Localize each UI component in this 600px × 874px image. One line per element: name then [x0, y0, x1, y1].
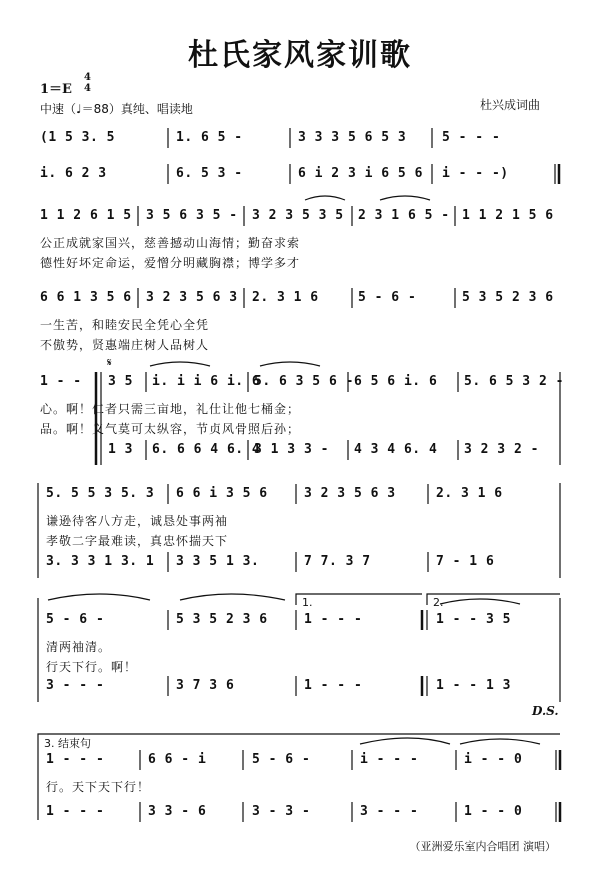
segno-sign: 𝄋	[107, 356, 112, 369]
line2-bar-4: 5 - 6 -	[358, 290, 417, 305]
intro-bar-3: 3 3 3 5 6 5 3	[298, 130, 407, 145]
line1-bar-3: 3 2 3 5 3 5	[252, 208, 344, 223]
volta-second-ending: 2.	[433, 596, 444, 609]
line3-bar-2: 3 5	[108, 374, 133, 389]
coda-label: 3. 结束句	[44, 737, 91, 750]
line4-lower-bar-1: 3. 3 3 1 3. 1	[46, 554, 155, 569]
line4-lower-bar-3: 7 7. 3 7	[304, 554, 371, 569]
line4-lower-bar-2: 3 3 5 1 3.	[176, 554, 260, 569]
line5-lower-bar-2: 3 7 3 6	[176, 678, 235, 693]
coda-lower-bar-1: 1 - - -	[46, 804, 105, 819]
line2-lyrics-verse1: 一生苦，和睦安民全凭心全凭	[40, 318, 210, 332]
line1-bar-4: 2 3 1 6 5 -	[358, 208, 450, 223]
line4-lyrics-verse1: 谦逊待客八方走，诚恳处事两袖	[46, 514, 229, 528]
line4-lower-bar-4: 7 - 1 6	[436, 554, 495, 569]
song-title: 杜氏家风家训歌	[188, 38, 412, 73]
line5-lyrics-verse1: 清两袖清。	[46, 640, 112, 654]
line1-lyrics-verse2: 德性好坏定命运，爱憎分明藏胸襟；博学多才	[40, 256, 301, 270]
performer-credit: （亚洲爱乐室内合唱团 演唱）	[409, 840, 556, 853]
composer-credit: 杜兴成词曲	[479, 98, 540, 112]
line2-lyrics-verse2: 不傲势，贤惠端庄树人品树人	[40, 338, 210, 352]
volta-first-ending: 1.	[302, 596, 313, 609]
intro-bar-2: 1. 6 5 -	[176, 130, 243, 145]
line4-bar-4: 2. 3 1 6	[436, 486, 503, 501]
coda-lower-bar-3: 3 - 3 -	[252, 804, 311, 819]
intro-bar-8: i - - -)	[442, 166, 509, 181]
line5-bar-4: 1 - - 3 5	[436, 612, 511, 627]
line4-bar-2: 6 6 i 3 5 6	[176, 486, 268, 501]
coda-lyrics: 行。天下天下行！	[46, 780, 151, 794]
line2-bar-2: 3 2 3 5 6 3	[146, 290, 238, 305]
coda-lower-bar-4: 3 - - -	[360, 804, 419, 819]
line1-bar-1: 1 1 2 6 1 5	[40, 208, 132, 223]
coda-bar-3: 5 - 6 -	[252, 752, 311, 767]
meter-bottom: 4	[84, 83, 91, 94]
line3-bar-3: i. i i 6 i. 6	[152, 374, 261, 389]
dal-segno-marking: D.S.	[532, 704, 559, 718]
tempo-marking: 中速（♩＝88）真纯、唱读地	[40, 102, 193, 116]
intro-bar-7: 6 i 2 3 i 6 5 6	[298, 166, 423, 181]
coda-bar-4: i - - -	[360, 752, 419, 767]
intro-bar-4: 5 - - -	[442, 130, 501, 145]
intro-bar-6: 6. 5 3 -	[176, 166, 243, 181]
intro-bar-5: i. 6 2 3	[40, 166, 107, 181]
line5-lower-bar-3: 1 - - -	[304, 678, 363, 693]
line3-lyrics-verse1: 心。啊！仁者只需三亩地，礼仕让他七桶金；	[40, 402, 301, 416]
line1-lyrics-verse1: 公正成就家国兴，慈善撼动山海情；勤奋求索	[40, 236, 301, 250]
line5-bar-1: 5 - 6 -	[46, 612, 105, 627]
line2-bar-1: 6 6 1 3 5 6	[40, 290, 132, 305]
line3-lower-bar-3: 3 1 3 3 -	[254, 442, 329, 457]
line1-bar-2: 3 5 6 3 5 -	[146, 208, 238, 223]
line3-lyrics-verse2: 品。啊！义气莫可太纵容，节贞风骨照后孙；	[40, 422, 301, 436]
coda-bar-1: 1 - - -	[46, 752, 105, 767]
line4-bar-3: 3 2 3 5 6 3	[304, 486, 396, 501]
coda-lower-bar-5: 1 - - 0	[464, 804, 523, 819]
line1-bar-5: 1 1 2 1 5 6	[462, 208, 554, 223]
line5-bar-3: 1 - - -	[304, 612, 363, 627]
line5-lyrics-verse2: 行天下行。啊！	[46, 660, 138, 674]
line5-lower-bar-1: 3 - - -	[46, 678, 105, 693]
line5-bar-2: 5 3 5 2 3 6	[176, 612, 268, 627]
line3-bar-5: 6 5 6 i. 6	[354, 374, 438, 389]
line2-bar-5: 5 3 5 2 3 6	[462, 290, 554, 305]
line3-lower-bar-5: 3 2 3 2 -	[464, 442, 539, 457]
line3-lower-bar-2: 6. 6 6 4 6. 4	[152, 442, 261, 457]
line3-lower-bar-1: 1 3	[108, 442, 133, 457]
line4-bar-1: 5. 5 5 3 5. 3	[46, 486, 155, 501]
meter-top: 4	[84, 72, 91, 83]
coda-bar-2: 6 6 - i	[148, 752, 207, 767]
line3-bar-1: 1 - -	[40, 374, 82, 389]
line2-bar-3: 2. 3 1 6	[252, 290, 319, 305]
line3-bar-6: 5. 6 5 3 2 -	[464, 374, 564, 389]
line3-lower-bar-4: 4 3 4 6. 4	[354, 442, 438, 457]
line5-lower-bar-4: 1 - - 1 3	[436, 678, 511, 693]
coda-bar-5: i - - 0	[464, 752, 523, 767]
intro-bar-1: (1 5 3. 5	[40, 130, 115, 145]
line3-bar-4: 5. 6 3 5 6 -	[254, 374, 354, 389]
line4-lyrics-verse2: 孝敬二字最难读，真忠怀揣天下	[46, 534, 229, 548]
coda-lower-bar-2: 3 3 - 6	[148, 804, 207, 819]
key-signature: 1＝E	[40, 82, 72, 97]
